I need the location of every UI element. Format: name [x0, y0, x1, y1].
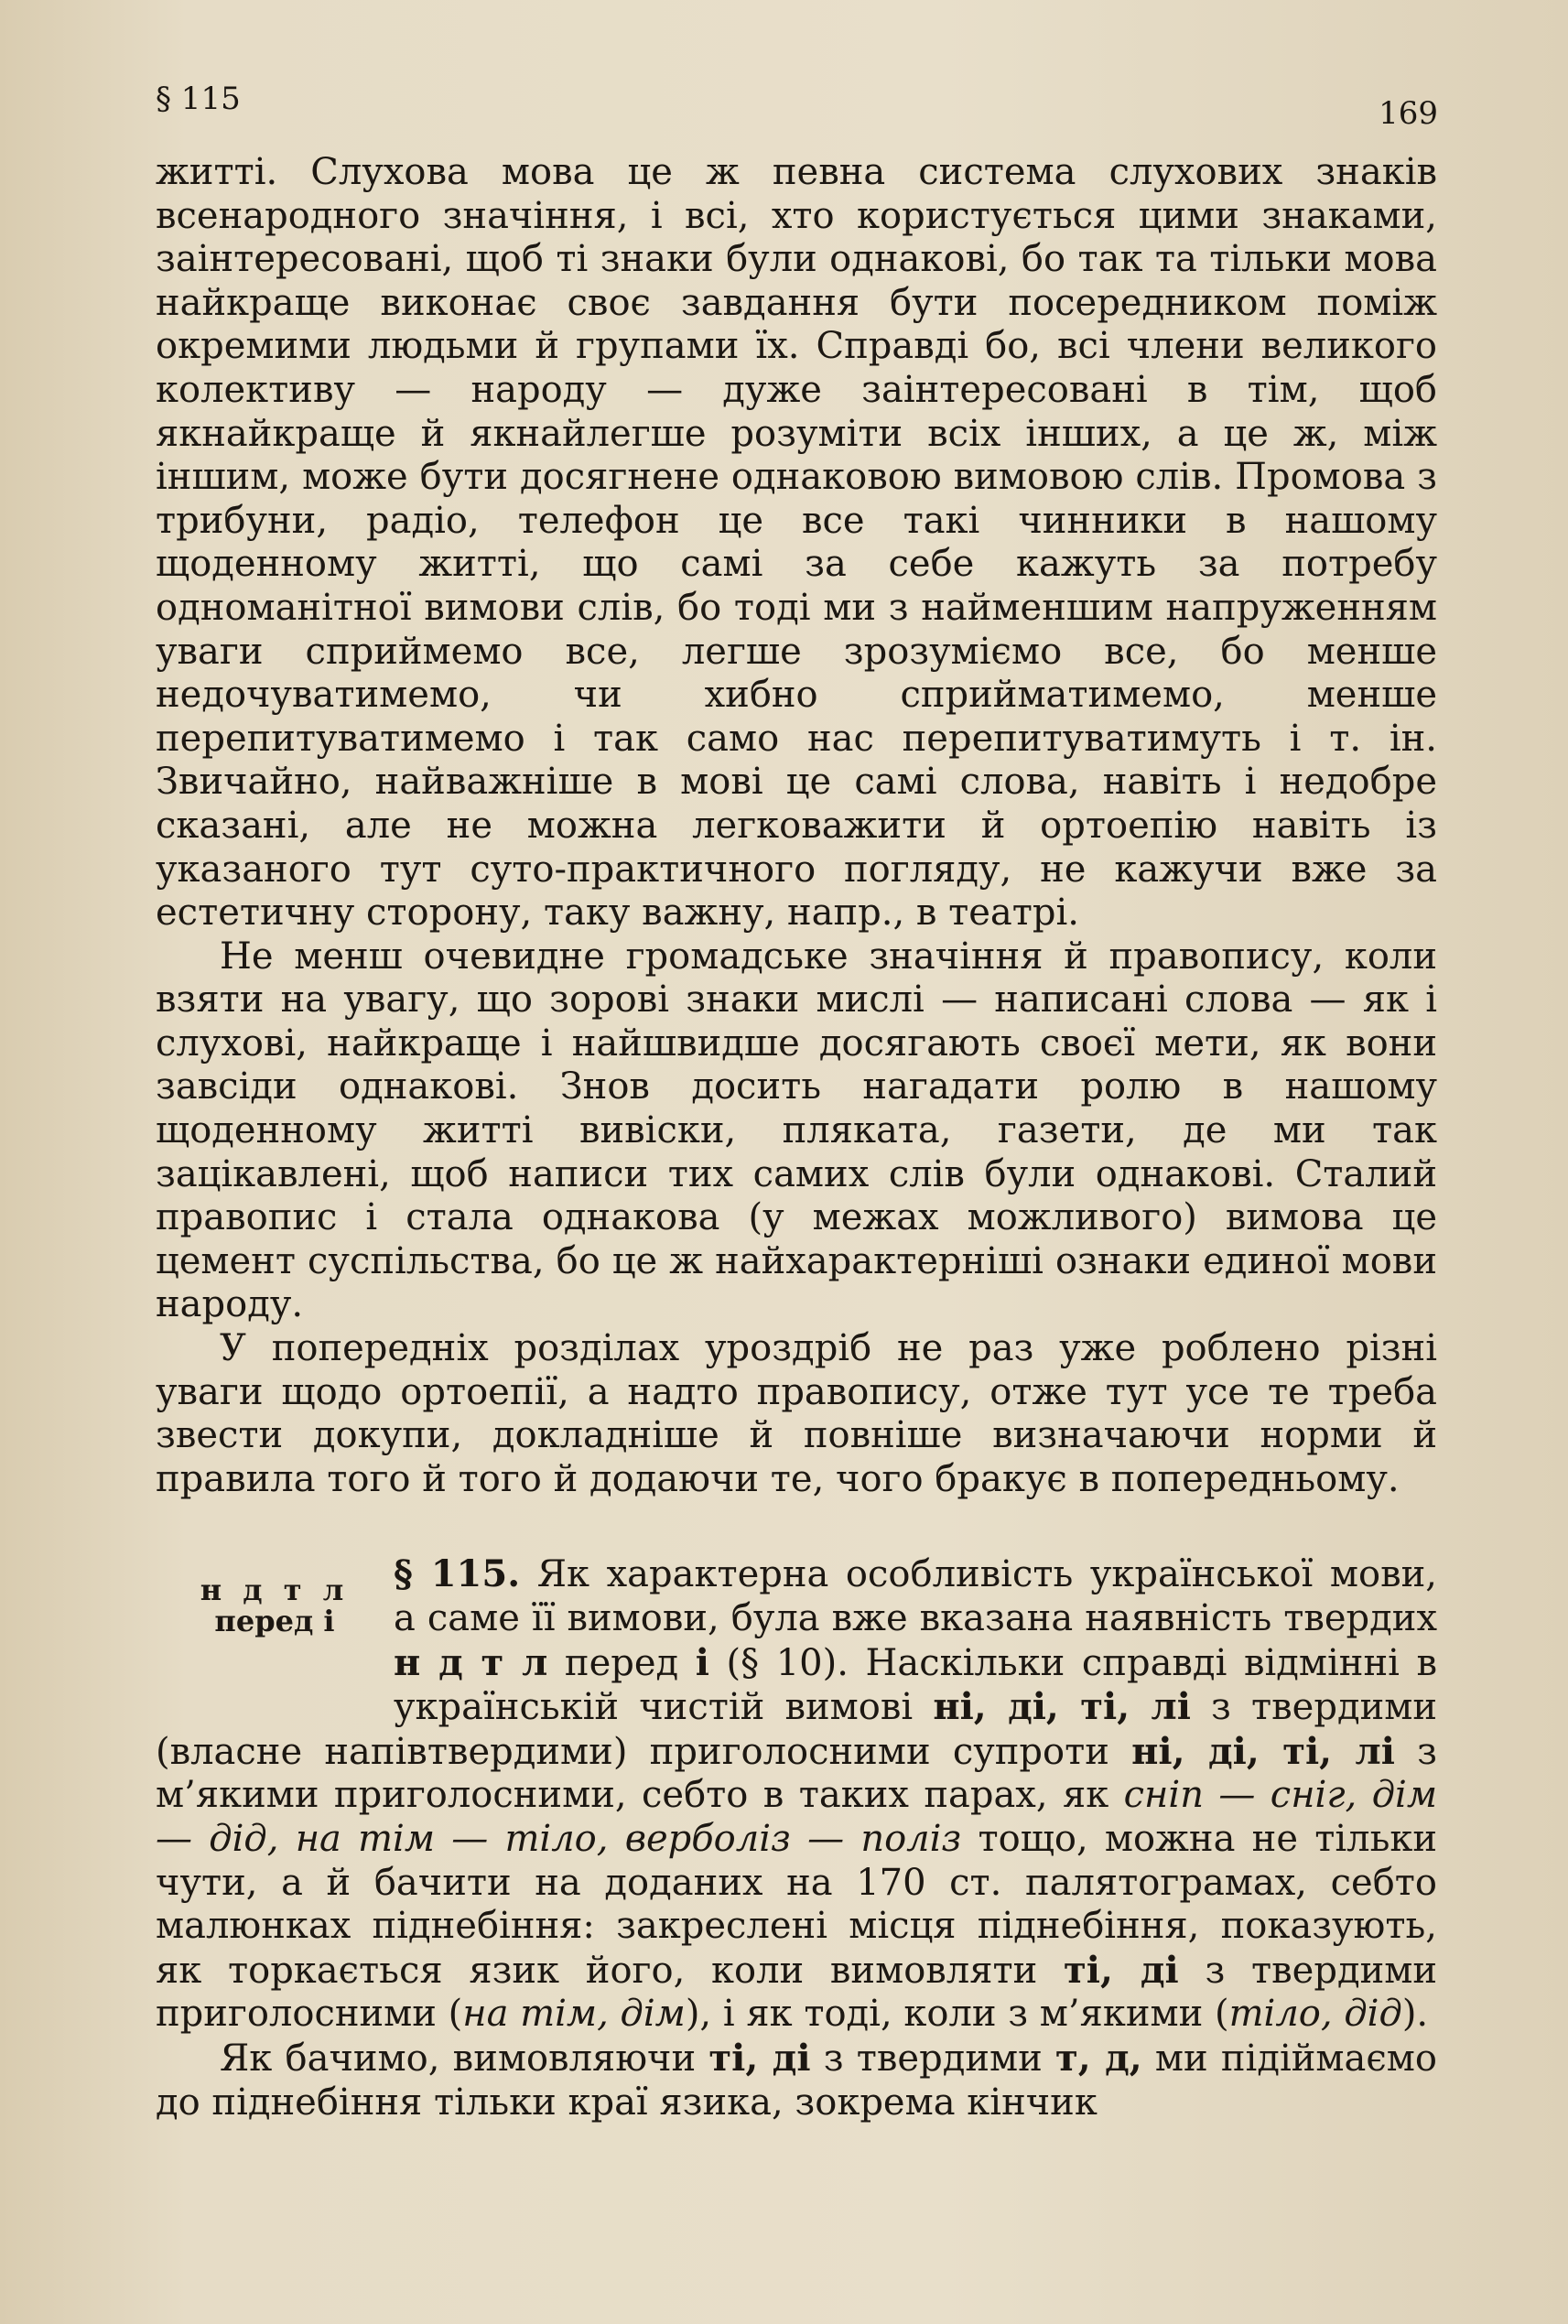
paragraph-3: [156, 1327, 1437, 1501]
paragraph-last: [156, 2037, 1437, 2124]
text-run: (§ 10). Наскільки справді відмінні в українській чистій вимові: [394, 1641, 1438, 1729]
bold-text-run: т, д,: [1054, 2036, 1142, 2080]
italic-example-run: на тім, дім: [462, 1993, 686, 2036]
text-run: з твердими: [810, 2037, 1055, 2080]
italic-example-run: сніп — сніг, дім — дід, на тім — тіло, верболіз — поліз: [156, 1774, 1438, 1860]
text-run: з твердими (власне напівтвердими) приголосними супроти: [156, 1686, 1437, 1773]
text-run: тощо, можна не тільки чути, а й бачити на доданих на 170 ст. палятограмах, себто малюнках піднебіння: закреслені місця піднебіння, показують, як торкається язик його, коли вимовляти: [156, 1817, 1437, 1992]
text-run: ), і як тоді, коли з м’якими (: [685, 1993, 1229, 2036]
margin-note-condition: перед і: [214, 1604, 335, 1639]
text-run: Не менш очевидне громадське значіння й правопису, коли взяти на увагу, що зорові знаки мислі — написані слова — як і слухові, найкраще і найшвидше досягають своєї мети, як вони завсіди однакові. Знов досить нагадати ролю в нашому щоденному житті вивіски, пляката, газети, де ми так зацікавлені, щоб написи тих самих слів були однакові. Сталий правопис і стала однакова (у межах можливого) вимова це цемент суспільства, бо це ж найхарактерніші ознаки единої мови народу.: [156, 935, 1437, 1326]
text-run: перед: [547, 1641, 696, 1684]
bold-text-run: н д т л: [394, 1640, 548, 1684]
bold-text-run: і: [695, 1640, 709, 1684]
paragraph-2: [156, 935, 1437, 1327]
bold-text-run: ні, ді, ті, лі: [933, 1685, 1191, 1729]
page-header: [156, 81, 1438, 132]
text-run: У попередніх розділах уроздріб не раз уже роблено різні уваги щодо ортоепії, а надто правопису, отже тут усе те треба звести докупи, докладніше й повніше визначаючи норми й правила того й того й додаючи те, чого бракує в попередньому.: [156, 1327, 1437, 1500]
text-run: ми підіймаємо до піднебіння тільки краї язика, зокрема кінчик: [156, 2037, 1437, 2124]
text-run: ).: [1401, 1993, 1429, 2036]
text-run: з м’якими приголосними, себто в таких парах, як: [156, 1730, 1437, 1817]
section-gap: [156, 1501, 1437, 1552]
page-number: 169: [1379, 95, 1438, 132]
bold-text-run: ні, ді, ті, лі: [1131, 1729, 1395, 1773]
text-run: з твердими приголосними (: [156, 1949, 1438, 2036]
text-run: житті. Слухова мова це ж певна система слухових знаків всенародного значіння, і всі, хто користується цими знаками, заінтересовані, щоб ті знаки були однакові, бо так та тільки мова найкраще виконає своє завдання бути посередником поміж окремими людьми й групами їх. Справді бо, всі члени великого колективу — народу — дуже заінтересовані в тім, щоб якнайкраще й якнайлегше розуміти всіх інших, а це ж, між іншим, може бути досягнене однаковою вимовою слів. Промова з трибуни, радіо, телефон це все такі чинники в нашому щоденному житті, що самі за себе кажуть за потребу одноманітної вимови слів, бо тоді ми з найменшим напруженням уваги сприймемо все, легше зрозуміємо все, бо менше недочуватимемо, чи хибно сприйматимемо, менше перепитуватимемо і так само нас перепитуватимуть і т. ін. Звичайно, найважніше в мові це самі слова, навіть і недобре сказані, але не можна легковажити й ортоепію навіть із указаного тут суто-практичного погляду, не кажучи вже за естетичну сторону, таку важну, напр., в театрі.: [156, 151, 1437, 935]
text-run: Як характерна особливість української мови, а саме її вимови, була вже вказана наявність твердих: [394, 1553, 1437, 1639]
section-number: § 115.: [394, 1552, 521, 1596]
section-115: [156, 1552, 1437, 2037]
bold-text-run: ті, ді: [1064, 1948, 1179, 1992]
italic-example-run: тіло, дід: [1228, 1993, 1402, 2036]
text-run: Як бачимо, вимовляючи: [220, 2037, 709, 2080]
margin-note: [156, 1552, 394, 1690]
running-head-section: § 115: [156, 81, 241, 117]
margin-note-letters: н д т л: [200, 1573, 350, 1608]
bold-text-run: ті, ді: [708, 2036, 811, 2080]
paragraph-1: [156, 151, 1437, 935]
page-body: [156, 151, 1437, 2124]
